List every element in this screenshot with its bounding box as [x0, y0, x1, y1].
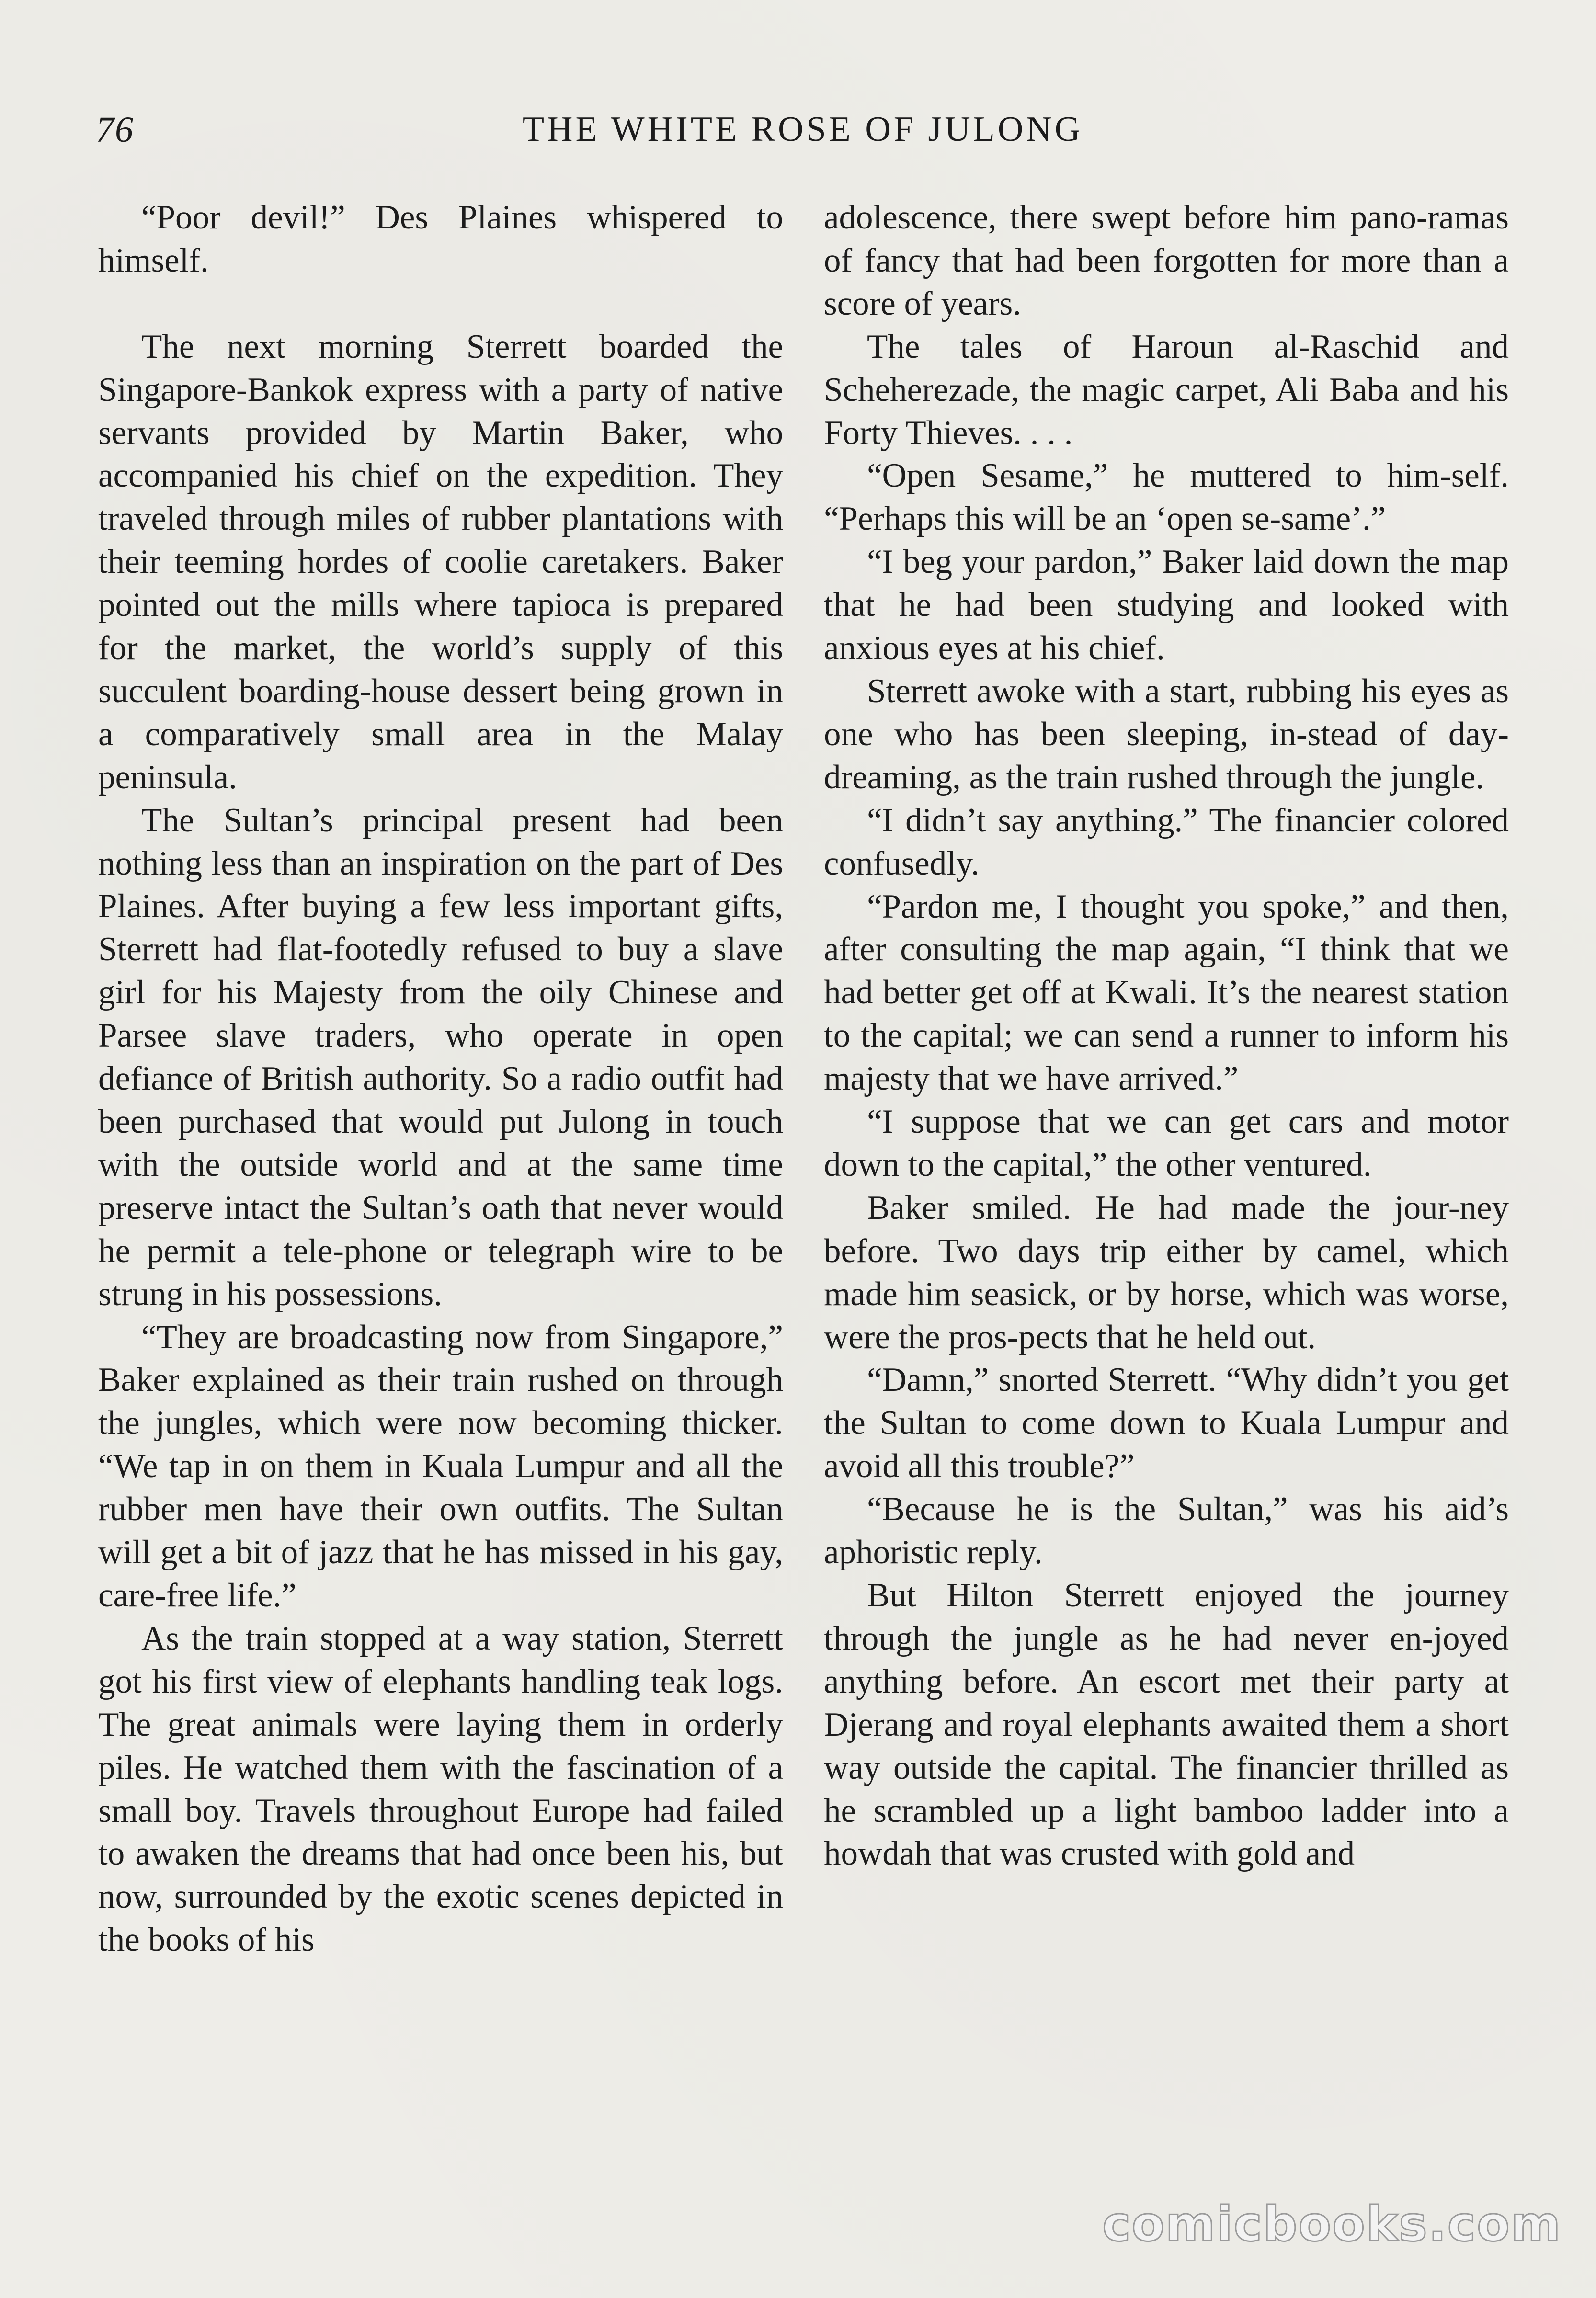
- paragraph: “I beg your pardon,” Baker laid down the map that he had been studying and looked with anxious eyes at his chief.: [824, 543, 1509, 667]
- section-break: [98, 283, 783, 326]
- paragraph: The tales of Haroun al-Raschid and Scheherezade, the magic carpet, Ali Baba and his Forty Thieves. . . .: [824, 328, 1509, 452]
- paragraph: Sterrett awoke with a start, rubbing his eyes as one who has been sleeping, in-stead of day-dreaming, as the train rushed through the jungle.: [824, 672, 1509, 796]
- paragraph: “I didn’t say anything.” The financier colored confusedly.: [824, 801, 1509, 882]
- left-text-column: [98, 196, 783, 1962]
- paragraph: Baker smiled. He had made the jour-ney before. Two days trip either by camel, which made him seasick, or by horse, which was worse, were the pros-pects that he held out.: [824, 1189, 1509, 1356]
- paragraph: As the train stopped at a way station, Sterrett got his first view of elephants handling teak logs. The great animals were laying them in orderly piles. He watched them with the fascination of a small boy. Travels throughout Europe had failed to awaken the dreams that had once been his, but now, surrounded by the exotic scenes depicted in the books of his: [98, 1619, 783, 1959]
- page-header: [96, 109, 1510, 162]
- site-watermark: comicbooks.com: [1102, 2196, 1562, 2252]
- paragraph: “Pardon me, I thought you spoke,” and then, after consulting the map again, “I think that we had better get off at Kwali. It’s the nearest station to the capital; we can send a runner to inform his majesty that we have arrived.”: [824, 887, 1509, 1098]
- running-head-title: THE WHITE ROSE OF JULONG: [522, 110, 1083, 149]
- paragraph: “Because he is the Sultan,” was his aid’s aphoristic reply.: [824, 1490, 1509, 1571]
- paragraph: But Hilton Sterrett enjoyed the journey through the jungle as he had never en-joyed anything before. An escort met their party at Djerang and royal elephants awaited them a short way outside the capital. The financier thrilled as he scrambled up a light bamboo ladder into a howdah that was crusted with gold and: [824, 1577, 1509, 1873]
- paragraph: “Open Sesame,” he muttered to him-self. “Perhaps this will be an ‘open se-same’.”: [824, 457, 1509, 538]
- right-text-column: [824, 196, 1509, 1876]
- paragraph: “Poor devil!” Des Plaines whispered to himself.: [98, 199, 783, 279]
- paragraph: “Damn,” snorted Sterrett. “Why didn’t you get the Sultan to come down to Kuala Lumpur and avoid all this trouble?”: [824, 1361, 1509, 1485]
- paragraph: The Sultan’s principal present had been nothing less than an inspiration on the part of Des Plaines. After buying a few less important gifts, Sterrett had flat-footedly refused to buy a slave girl for his Majesty from the oily Chinese and Parsee slave traders, who operate in open defiance of British authority. So a radio outfit had been purchased that would put Julong in touch with the outside world and at the same time preserve intact the Sultan’s oath that never would he permit a tele-phone or telegraph wire to be strung in his possessions.: [98, 801, 783, 1313]
- page-number: 76: [96, 110, 134, 150]
- paragraph: “I suppose that we can get cars and motor down to the capital,” the other ventured.: [824, 1103, 1509, 1183]
- paragraph-continued: adolescence, there swept before him pano-ramas of fancy that had been forgotten for more than a score of years.: [824, 199, 1509, 322]
- paragraph: “They are broadcasting now from Singapore,” Baker explained as their train rushed on through the jungles, which were now becoming thicker. “We tap in on them in Kuala Lumpur and all the rubber men have their own outfits. The Sultan will get a bit of jazz that he has missed in his gay, care-free life.”: [98, 1318, 783, 1614]
- paragraph: The next morning Sterrett boarded the Singapore-Bankok express with a party of native servants provided by Martin Baker, who accompanied his chief on the expedition. They traveled through miles of rubber plantations with their teeming hordes of coolie caretakers. Baker pointed out the mills where tapioca is prepared for the market, the world’s supply of this succulent boarding-house dessert being grown in a comparatively small area in the Malay peninsula.: [98, 328, 783, 796]
